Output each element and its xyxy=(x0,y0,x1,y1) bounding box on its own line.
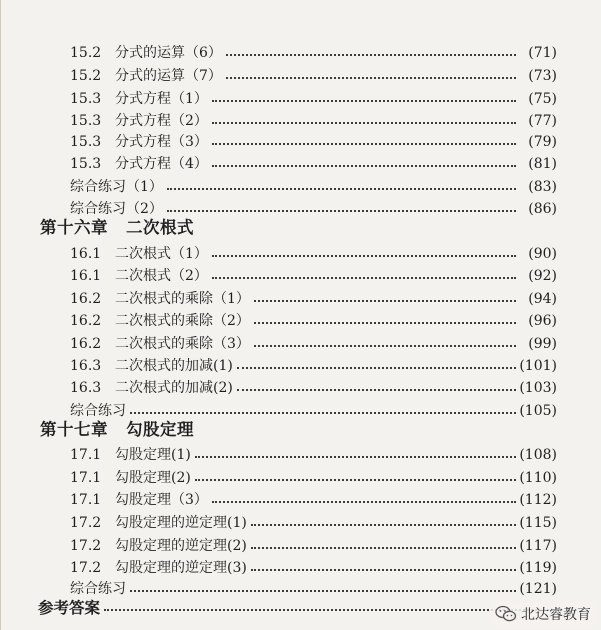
toc-entry[interactable] xyxy=(0,110,601,130)
section-title: 分式的运算（6） xyxy=(115,45,222,61)
page-number: (96) xyxy=(528,313,557,329)
dot-leader xyxy=(237,389,516,391)
toc-entry[interactable] xyxy=(0,42,601,62)
review-title: 综合练习（2） xyxy=(70,201,163,217)
page-number: (121) xyxy=(519,581,557,597)
page-number: (79) xyxy=(528,134,557,150)
page-number: (90) xyxy=(528,246,557,262)
toc-entry[interactable] xyxy=(0,444,601,464)
section-number: 16.3 xyxy=(70,380,102,396)
review-title: 综合练习 xyxy=(70,581,126,597)
section-number: 16.2 xyxy=(70,336,102,352)
dot-leader xyxy=(130,590,516,592)
section-number: 16.1 xyxy=(70,246,102,262)
page-number: (115) xyxy=(519,515,557,531)
page-number: (108) xyxy=(519,447,557,463)
section-title: 勾股定理的逆定理(3) xyxy=(115,560,247,576)
section-number: 17.2 xyxy=(70,538,102,554)
chapter-title: 勾股定理 xyxy=(126,420,194,439)
section-title: 二次根式的乘除（1） xyxy=(115,291,250,307)
dot-leader xyxy=(212,165,516,167)
toc-entry[interactable] xyxy=(0,243,601,263)
toc-entry[interactable] xyxy=(0,355,601,375)
section-number: 15.2 xyxy=(70,68,102,84)
page-number: (99) xyxy=(528,336,557,352)
dot-leader xyxy=(167,188,516,190)
page-number: (117) xyxy=(519,538,557,554)
section-title: 分式的运算（7） xyxy=(115,68,222,84)
chapter-number: 第十六章 xyxy=(40,218,108,237)
section-title: 分式方程（2） xyxy=(115,113,208,129)
review-title: 综合练习 xyxy=(70,403,126,419)
section-number: 17.1 xyxy=(70,492,102,508)
section-title: 分式方程（1） xyxy=(115,91,208,107)
toc-entry-review[interactable] xyxy=(0,176,601,196)
dot-leader xyxy=(212,143,516,145)
toc-entry[interactable] xyxy=(0,512,601,532)
page-number: (86) xyxy=(528,201,557,217)
dot-leader xyxy=(212,255,516,257)
toc-entry[interactable] xyxy=(0,467,601,487)
toc-entry[interactable] xyxy=(0,65,601,85)
dot-leader xyxy=(254,300,516,302)
section-title: 勾股定理（3） xyxy=(115,492,208,508)
section-title: 勾股定理的逆定理(2) xyxy=(115,538,247,554)
section-title: 勾股定理(2) xyxy=(115,470,191,486)
page-number: (83) xyxy=(528,179,557,195)
page-number: (101) xyxy=(519,358,557,374)
section-title: 二次根式的加减(2) xyxy=(115,380,233,396)
toc-entry-review[interactable] xyxy=(0,578,601,598)
section-title: 二次根式（1） xyxy=(115,246,208,262)
section-number: 15.3 xyxy=(70,91,102,107)
dot-leader xyxy=(195,479,516,481)
chapter-number: 第十七章 xyxy=(40,420,108,439)
page-number: (81) xyxy=(528,156,557,172)
answers-entry[interactable] xyxy=(38,596,557,618)
dot-leader xyxy=(254,345,516,347)
section-title: 分式方程（3） xyxy=(115,134,208,150)
chapter-heading[interactable] xyxy=(40,214,194,238)
wechat-icon xyxy=(495,605,517,623)
toc-entry[interactable] xyxy=(0,88,601,108)
section-number: 17.1 xyxy=(70,470,102,486)
toc-entry[interactable] xyxy=(0,489,601,509)
page-number: (77) xyxy=(528,113,557,129)
toc-entry[interactable] xyxy=(0,535,601,555)
toc-entry[interactable] xyxy=(0,153,601,173)
review-title: 综合练习（1） xyxy=(70,179,163,195)
chapter-title: 二次根式 xyxy=(126,218,194,237)
dot-leader xyxy=(251,547,516,549)
chapter-heading[interactable] xyxy=(40,416,194,440)
toc-entry[interactable] xyxy=(0,310,601,330)
section-title: 二次根式的乘除（2） xyxy=(115,313,250,329)
section-title: 二次根式（2） xyxy=(115,268,208,284)
section-number: 16.2 xyxy=(70,291,102,307)
page-number: (105) xyxy=(519,403,557,419)
toc-entry[interactable] xyxy=(0,265,601,285)
toc-entry[interactable] xyxy=(0,377,601,397)
section-number: 17.2 xyxy=(70,515,102,531)
page-number: (73) xyxy=(528,68,557,84)
page-number: (71) xyxy=(528,45,557,61)
dot-leader xyxy=(104,609,553,611)
section-title: 勾股定理(1) xyxy=(115,447,191,463)
page-number: (112) xyxy=(519,492,557,508)
section-number: 16.3 xyxy=(70,358,102,374)
watermark-text: 北达睿教育 xyxy=(521,607,591,623)
dot-leader xyxy=(226,77,516,79)
section-title: 勾股定理的逆定理(1) xyxy=(115,515,247,531)
dot-leader xyxy=(212,100,516,102)
section-number: 15.3 xyxy=(70,113,102,129)
section-title: 二次根式的乘除（3） xyxy=(115,336,250,352)
page-number: (103) xyxy=(519,380,557,396)
dot-leader xyxy=(212,277,516,279)
watermark xyxy=(491,602,595,626)
page-number: (119) xyxy=(519,560,557,576)
toc-entry[interactable] xyxy=(0,131,601,151)
section-number: 17.2 xyxy=(70,560,102,576)
page-number: (94) xyxy=(528,291,557,307)
dot-leader xyxy=(237,367,516,369)
dot-leader xyxy=(251,524,516,526)
toc-entry[interactable] xyxy=(0,288,601,308)
section-title: 二次根式的加减(1) xyxy=(115,358,233,374)
page-number: (75) xyxy=(528,91,557,107)
section-number: 16.1 xyxy=(70,268,102,284)
dot-leader xyxy=(251,569,516,571)
section-number: 17.1 xyxy=(70,447,102,463)
dot-leader xyxy=(195,456,516,458)
section-number: 15.3 xyxy=(70,156,102,172)
section-number: 16.2 xyxy=(70,313,102,329)
answers-title: 参考答案 xyxy=(38,598,101,617)
dot-leader xyxy=(254,322,516,324)
section-number: 15.2 xyxy=(70,45,102,61)
section-title: 分式方程（4） xyxy=(115,156,208,172)
dot-leader xyxy=(212,501,516,503)
dot-leader xyxy=(130,412,516,414)
dot-leader xyxy=(226,54,516,56)
dot-leader xyxy=(167,210,516,212)
page-number: (110) xyxy=(519,470,557,486)
toc-entry[interactable] xyxy=(0,557,601,577)
toc-entry[interactable] xyxy=(0,333,601,353)
section-number: 15.3 xyxy=(70,134,102,150)
dot-leader xyxy=(212,122,516,124)
page-number: (92) xyxy=(528,268,557,284)
